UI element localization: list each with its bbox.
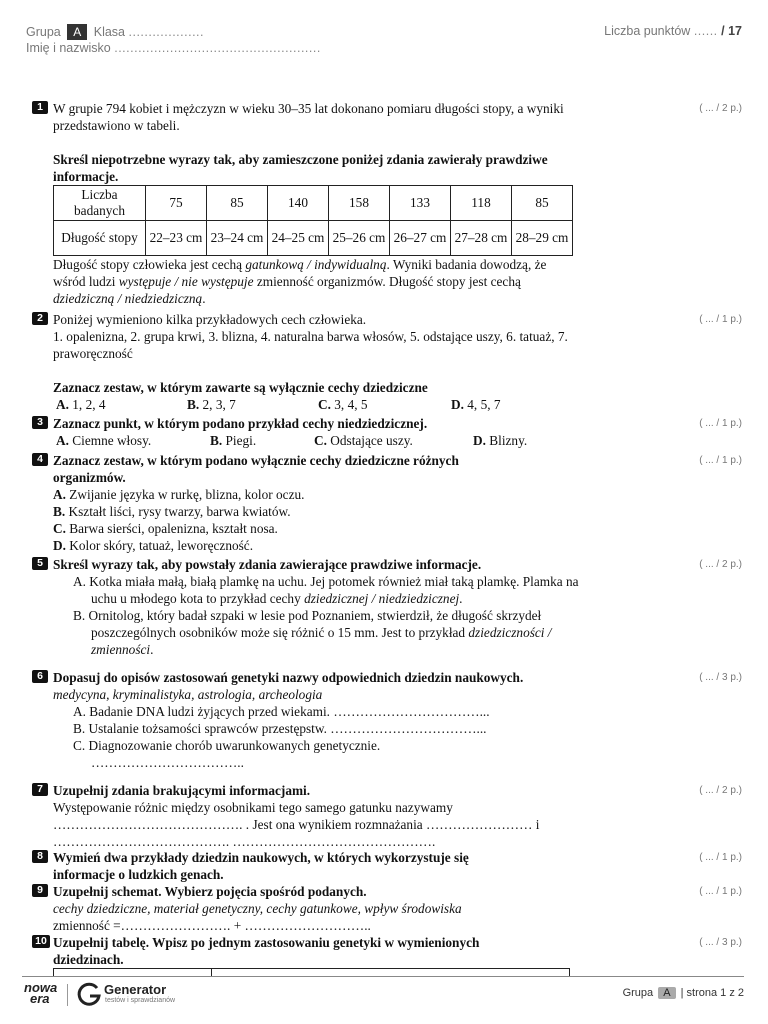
strike-choice[interactable]: dziedzicznej / niedziedzicznej [304, 591, 460, 606]
field-list: medycyna, kryminalistyka, astrologia, archeologia [53, 687, 323, 702]
answer-option-a[interactable]: A. Zwijanie języka w rurkę, blizna, kolor oczu. [53, 487, 305, 502]
group-badge: A [658, 987, 675, 999]
question-points: ( ... / 2 p.) [699, 785, 742, 796]
group-label: Grupa [26, 25, 61, 39]
question-number: 4 [32, 453, 48, 466]
question-instruction: Uzupełnij schemat. Wybierz pojęcia spośród podanych. [53, 884, 367, 899]
question-body [53, 452, 523, 486]
name-field[interactable]: .................................................... [114, 41, 321, 55]
foot-length-table [53, 185, 573, 256]
question-body [53, 556, 593, 658]
class-label: Klasa [93, 25, 126, 39]
question-text: Poniżej wymieniono kilka przykładowych cech człowieka. [53, 312, 367, 327]
answer-option-b[interactable]: B. 2, 3, 7 [187, 397, 236, 412]
table-cell: 118 [451, 186, 512, 221]
question-instruction: Skreśl wyrazy tak, aby powstały zdania zawierające prawdziwe informacje. [53, 557, 482, 572]
points-line [604, 24, 742, 38]
question-number: 3 [32, 416, 48, 429]
table-cell: 85 [512, 186, 573, 221]
question-points: ( ... / 2 p.) [699, 559, 742, 570]
question-body [53, 100, 573, 307]
question-number: 9 [32, 884, 48, 897]
answer-option-a[interactable]: A. Ciemne włosy. [56, 433, 152, 448]
table-cell: 24–25 cm [268, 221, 329, 256]
table-cell: 85 [207, 186, 268, 221]
table-cell: 25–26 cm [329, 221, 390, 256]
points-label: Liczba punktów [604, 24, 691, 38]
answer-option-a[interactable]: A. 1, 2, 4 [56, 397, 106, 412]
question-instruction: Wymień dwa przykłady dziedzin naukowych, w których wykorzystuje się informacje o ludzkich genach. [53, 850, 469, 882]
table-row-label: Długość stopy [54, 221, 146, 256]
table-row [54, 221, 573, 256]
footer-divider [22, 976, 744, 977]
table-row [54, 186, 573, 221]
question-body [53, 782, 593, 850]
question-5 [32, 556, 742, 658]
question-2 [32, 311, 742, 413]
answer-option-c[interactable]: C. Odstające uszy. [314, 433, 413, 448]
question-points: ( ... / 3 p.) [699, 672, 742, 683]
footer [0, 972, 768, 1024]
answer-option-c[interactable]: C. Barwa sierści, opalenizna, kształt nosa. [53, 521, 278, 536]
question-number: 6 [32, 670, 48, 683]
question-body [53, 415, 593, 449]
question-points: ( ... / 1 p.) [699, 455, 742, 466]
question-points: ( ... / 1 p.) [699, 418, 742, 429]
match-item-b[interactable]: B. Ustalanie tożsamości sprawców przestępstw. ……………………………... [73, 721, 487, 736]
answer-option-d[interactable]: D. Blizny. [473, 433, 528, 448]
question-number: 7 [32, 783, 48, 796]
strike-choice[interactable]: dziedziczną / niedziedziczną [53, 291, 203, 306]
answer-option-d[interactable]: D. 4, 5, 7 [451, 397, 501, 412]
question-number: 8 [32, 850, 48, 863]
question-8 [32, 849, 742, 883]
question-instruction: Skreśl niepotrzebne wyrazy tak, aby zamieszczone poniżej zdania zawierały prawdziwe informacje. [53, 152, 548, 184]
answer-options [56, 432, 593, 449]
table-cell: 158 [329, 186, 390, 221]
scheme-line[interactable]: zmienność =……………………. + ……………………….. [53, 918, 371, 933]
question-number: 2 [32, 312, 48, 325]
question-body [53, 934, 523, 968]
fill-line[interactable]: …………………………………. ………………………………………. [53, 834, 436, 849]
statement-b: B. Ornitolog, który badał szpaki w lesie pod Poznaniem, stwierdził, że długość skrzydeł poszczególnych osobników może się różnić o 15 mm. Jest to przykład dziedziczności / zmienności. [73, 608, 552, 657]
question-number: 1 [32, 101, 48, 114]
question-instruction: Uzupełnij tabelę. Wpisz po jednym zastosowaniu genetyki w wymienionych dziedzinach. [53, 935, 480, 967]
table-cell: 22–23 cm [146, 221, 207, 256]
statement-text: Długość stopy człowieka jest cechą gatunkową / indywidualną. Wyniki badania dowodzą, że wśród ludzi występuje / nie występuje zmienność organizmów. Długość stopy jest cechą dziedziczną / niedziedziczną. [53, 257, 547, 306]
question-instruction: Uzupełnij zdania brakującymi informacjami. [53, 783, 311, 798]
question-number: 5 [32, 557, 48, 570]
question-instruction: Zaznacz zestaw, w którym zawarte są wyłącznie cechy dziedziczne [53, 380, 428, 395]
term-list: cechy dziedziczne, materiał genetyczny, cechy gatunkowe, wpływ środowiska [53, 901, 462, 916]
match-item-c[interactable]: C. Diagnozowanie chorób uwarunkowanych genetycznie. …………………………….. [73, 738, 381, 770]
table-cell: 23–24 cm [207, 221, 268, 256]
table-row-label: Liczba badanych [54, 186, 146, 221]
group-class-line [26, 24, 204, 40]
class-field[interactable]: ................... [128, 25, 204, 39]
fill-line: Występowanie różnic między osobnikami tego samego gatunku nazywamy [53, 800, 453, 815]
generator-logo-icon [76, 981, 102, 1007]
question-instruction: Dopasuj do opisów zastosowań genetyki nazwy odpowiednich dziedzin naukowych. [53, 670, 524, 685]
name-label: Imię i nazwisko [26, 41, 111, 55]
question-4 [32, 452, 742, 554]
strike-choice[interactable]: dziedziczności / zmienności [91, 625, 552, 657]
strike-choice[interactable]: gatunkową / indywidualną [245, 257, 387, 272]
answer-options [56, 396, 593, 413]
logo-separator [67, 984, 68, 1006]
answer-option-d[interactable]: D. Kolor skóry, tatuaż, leworęczność. [53, 538, 254, 553]
table-cell: 140 [268, 186, 329, 221]
question-1 [32, 100, 742, 307]
generator-logo-text: Generator [104, 982, 167, 997]
table-cell: 26–27 cm [390, 221, 451, 256]
fill-line[interactable]: ……………………………………. . Jest ona wynikiem rozmnażania …………………… i [53, 817, 540, 832]
group-badge: A [67, 24, 87, 40]
question-points: ( ... / 1 p.) [699, 886, 742, 897]
question-points: ( ... / 1 p.) [699, 852, 742, 863]
table-cell: 75 [146, 186, 207, 221]
question-3 [32, 415, 742, 449]
points-total: / 17 [721, 24, 742, 38]
statement-a: A. Kotka miała małą, białą plamkę na uchu. Jej potomek również miał taką plamkę. Plamka na uchu u młodego kota to przykład cechy dziedzicznej / niedziedzicznej. [73, 574, 579, 606]
question-instruction: Zaznacz punkt, w którym podano przykład cechy niedziedzicznej. [53, 416, 428, 431]
question-number: 10 [32, 935, 50, 948]
question-9 [32, 883, 742, 934]
table-cell: 28–29 cm [512, 221, 573, 256]
answer-option-b[interactable]: B. Piegi. [210, 433, 257, 448]
answer-option-b[interactable]: B. Kształt liści, rysy twarzy, barwa kwiatów. [53, 504, 291, 519]
answer-option-c[interactable]: C. 3, 4, 5 [318, 397, 368, 412]
question-7 [32, 782, 742, 850]
question-6 [32, 669, 742, 771]
table-cell: 27–28 cm [451, 221, 512, 256]
page-indicator: Grupa A | strona 1 z 2 [622, 987, 744, 999]
question-text: W grupie 794 kobiet i mężczyzn w wieku 30–35 lat dokonano pomiaru długości stopy, a wyniki przedstawiono w tabeli. [53, 101, 564, 133]
generator-logo-subtitle: testów i sprawdzianów [105, 997, 176, 1004]
question-points: ( ... / 3 p.) [699, 937, 742, 948]
question-body [53, 849, 523, 883]
name-line [26, 41, 321, 55]
question-body [53, 883, 593, 934]
strike-choice[interactable]: występuje / nie występuje [118, 274, 254, 289]
question-10 [32, 934, 742, 968]
points-field[interactable]: ...... [693, 24, 718, 38]
question-instruction: Zaznacz zestaw, w którym podano wyłącznie cechy dziedziczne różnych organizmów. [53, 453, 459, 485]
question-points: ( ... / 1 p.) [699, 314, 742, 325]
traits-list: 1. opalenizna, 2. grupa krwi, 3. blizna, 4. naturalna barwa włosów, 5. odstające uszy, 6. tatuaż, 7. praworęczność [53, 329, 568, 361]
match-item-a[interactable]: A. Badanie DNA ludzi żyjących przed wiekami. ……………………………... [73, 704, 490, 719]
answer-options [53, 486, 593, 554]
nowa-era-logo: nowa era [24, 980, 58, 1006]
question-points: ( ... / 2 p.) [699, 103, 742, 114]
question-body [53, 669, 593, 771]
question-body [53, 311, 593, 413]
table-cell: 133 [390, 186, 451, 221]
